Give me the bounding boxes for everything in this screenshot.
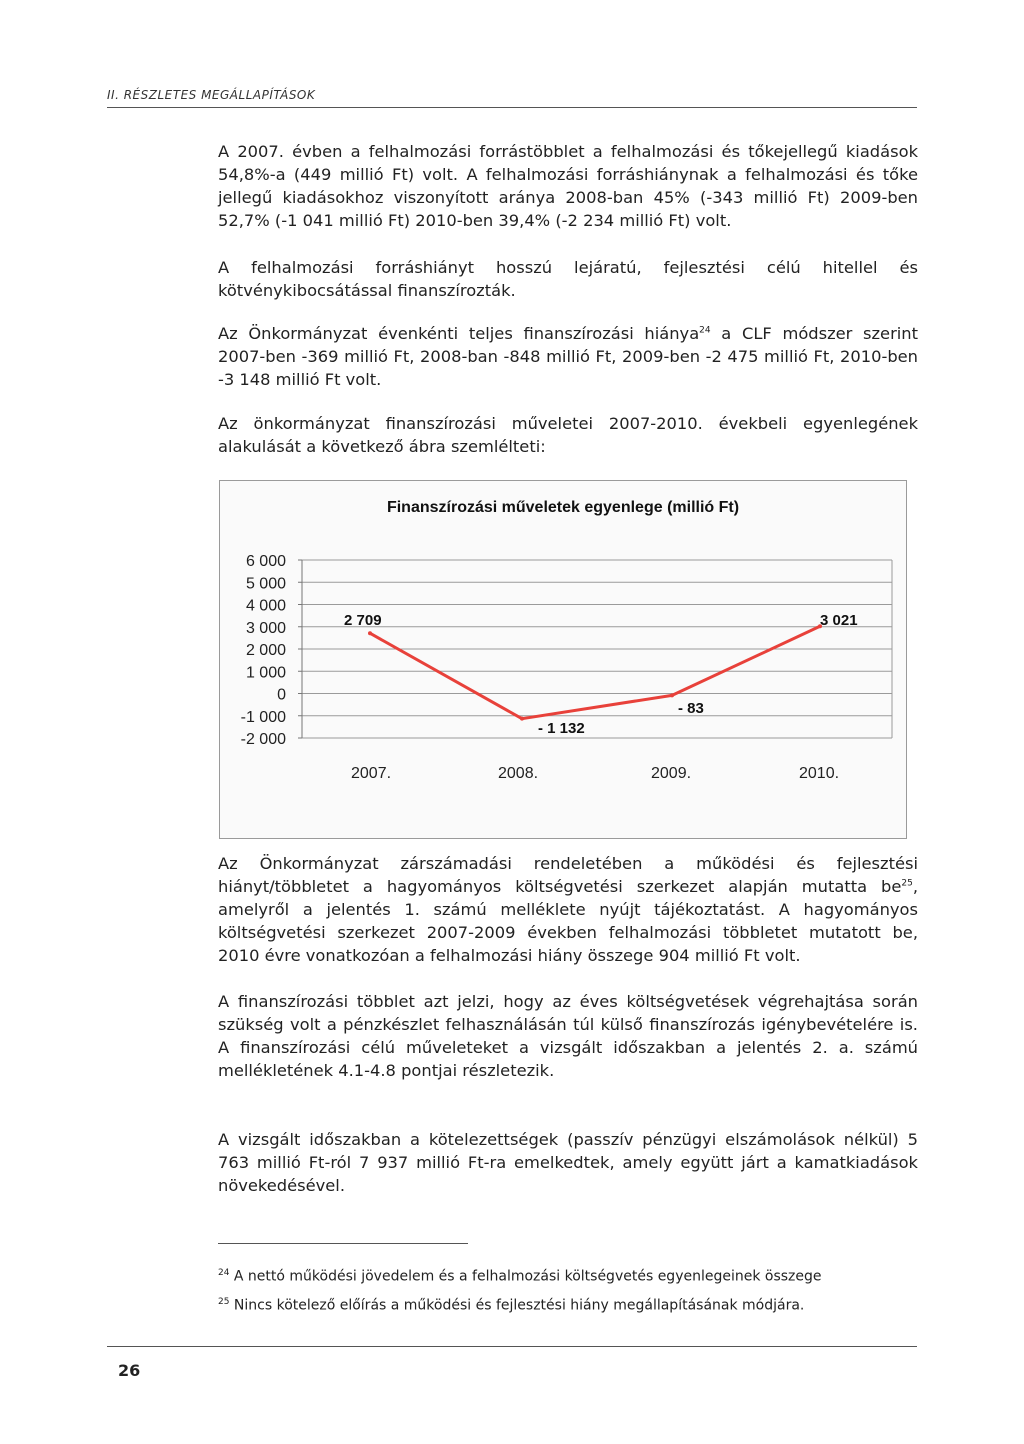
- paragraph-financing-surplus: A finanszírozási többlet azt jelzi, hogy az éves költségvetések végrehajtása során szükség volt a pénzkészlet felhasználásán túl külső finanszírozás igénybevételére is. A finanszírozási célú műveleteket a vizsgált időszakban a jelentés 2. a. számú mellékletének 4.1-4.8 pontjai részletezik.: [218, 992, 918, 1080]
- footnote-24: [218, 1264, 822, 1286]
- footnote-reference: 25: [901, 878, 913, 889]
- paragraph-text: , amelyről a jelentés 1. számú melléklete nyújt tájékoztatást. A hagyományos költségvetési szerkezet 2007-2009 években felhalmozási többletet mutatott be, 2010 évre vonatkozóan a felhalmozási hiány összege 904 millió Ft volt.: [218, 877, 918, 965]
- data-point: [368, 631, 372, 635]
- paragraph-capital-surplus: A 2007. évben a felhalmozási forrástöbblet a felhalmozási és tőkejellegű kiadások 54,8%-a (449 millió Ft) volt. A felhalmozási forráshiánynak a felhalmozási és tőke jellegű kiadásokhoz viszonyított aránya 2008-ban 45% (-343 millió Ft) 2009-ben 52,7% (-1 041 millió Ft) 2010-ben 39,4% (-2 234 millió Ft) volt.: [218, 142, 918, 230]
- paragraph-financing-method: A felhalmozási forráshiányt hosszú lejáratú, fejlesztési célú hitellel és kötvénykibocsátással finanszírozták.: [218, 258, 918, 300]
- y-tick-label: 1 000: [245, 664, 286, 682]
- paragraph-liabilities: A vizsgált időszakban a kötelezettségek (passzív pénzügyi elszámolások nélkül) 5 763 millió Ft-ról 7 937 millió Ft-ra emelkedtek, amely együtt járt a kamatkiadások növekedésével.: [218, 1130, 918, 1195]
- footer-divider: [107, 1346, 917, 1347]
- data-label: - 1 132: [538, 720, 585, 737]
- y-tick-label: -2 000: [240, 731, 286, 748]
- section-header: II. RÉSZLETES MEGÁLLAPÍTÁSOK: [107, 88, 316, 102]
- footnote-number: 25: [218, 1297, 230, 1307]
- footnote-25: [218, 1293, 804, 1315]
- footnote-text: A nettó működési jövedelem és a felhalmozási költségvetés egyenlegeinek összege: [229, 1268, 822, 1285]
- y-tick-label: 5 000: [245, 575, 286, 593]
- paragraph-financing-deficit: [218, 322, 918, 391]
- chart-plot: [220, 481, 906, 838]
- x-tick-label: 2008.: [498, 765, 539, 782]
- header-divider: [107, 107, 917, 108]
- financing-balance-chart: [219, 480, 907, 839]
- data-point: [670, 693, 674, 697]
- x-tick-label: 2007.: [351, 765, 392, 782]
- paragraph-chart-intro: Az önkormányzat finanszírozási műveletei 2007-2010. évekbeli egyenlegének alakulását a következő ábra szemlélteti:: [218, 414, 918, 456]
- y-tick-label: 0: [277, 686, 286, 704]
- paragraph-closing-accounts: [218, 852, 918, 967]
- y-tick-label: 4 000: [245, 597, 286, 615]
- x-tick-label: 2010.: [799, 765, 840, 782]
- y-tick-label: 3 000: [245, 619, 286, 637]
- footnote-divider: [218, 1243, 468, 1244]
- paragraph-text: Az Önkormányzat zárszámadási rendeletében a működési és fejlesztési hiányt/többletet a hagyományos költségvetési szerkezet alapján mutatta be: [218, 854, 918, 896]
- x-tick-label: 2009.: [651, 765, 692, 782]
- y-tick-label: 2 000: [245, 642, 286, 659]
- footnote-number: 24: [218, 1268, 230, 1278]
- footnote-reference: 24: [699, 325, 711, 336]
- data-label: 2 709: [344, 612, 382, 629]
- y-tick-label: -1 000: [240, 708, 286, 726]
- data-label: 3 021: [820, 612, 858, 629]
- paragraph-text: a CLF módszer szerint 2007-ben -369 millió Ft, 2008-ban -848 millió Ft, 2009-ben -2 475 millió Ft, 2010-ben -3 148 millió Ft volt.: [218, 324, 918, 389]
- page-number: 26: [118, 1361, 141, 1380]
- paragraph-text: Az Önkormányzat évenkénti teljes finanszírozási hiánya: [218, 324, 700, 343]
- series-line: [370, 626, 820, 718]
- chart-title: Finanszírozási műveletek egyenlege (millió Ft): [386, 499, 740, 516]
- y-tick-label: 6 000: [245, 553, 286, 570]
- footnote-text: Nincs kötelező előírás a működési és fejlesztési hiány megállapításának módjára.: [229, 1297, 805, 1314]
- data-label: - 83: [678, 700, 704, 717]
- data-point: [520, 717, 524, 721]
